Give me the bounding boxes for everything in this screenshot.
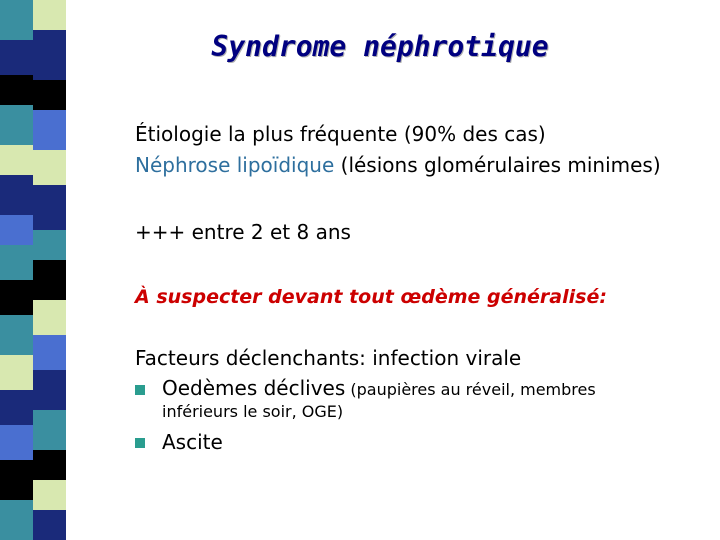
bullet-oedemes-detail: (paupières au réveil, membres [345,380,596,399]
facteurs-line: Facteurs déclenchants: infection virale [135,346,522,370]
etiologie-line: Étiologie la plus fréquente (90% des cas) [135,122,546,146]
bullet-oedemes-main: Oedèmes déclives [162,376,346,400]
bullet-oedemes-detail2: inférieurs le soir, OGE) [162,402,344,421]
bullet-ascite: Ascite [162,430,223,454]
nephrose-line [135,153,661,177]
age-line: +++ entre 2 et 8 ans [135,220,351,244]
bullet-marker [135,438,145,448]
decorative-left-strip [0,0,68,540]
nephrose-detail: (lésions glomérulaires minimes) [334,153,661,177]
slide-title: Syndrome néphrotique [211,30,549,63]
nephrose-term: Néphrose lipoïdique [135,153,335,177]
bullet-marker [135,385,145,395]
bullet-oedemes [162,376,596,400]
suspect-line: À suspecter devant tout œdème généralisé: [135,286,607,308]
